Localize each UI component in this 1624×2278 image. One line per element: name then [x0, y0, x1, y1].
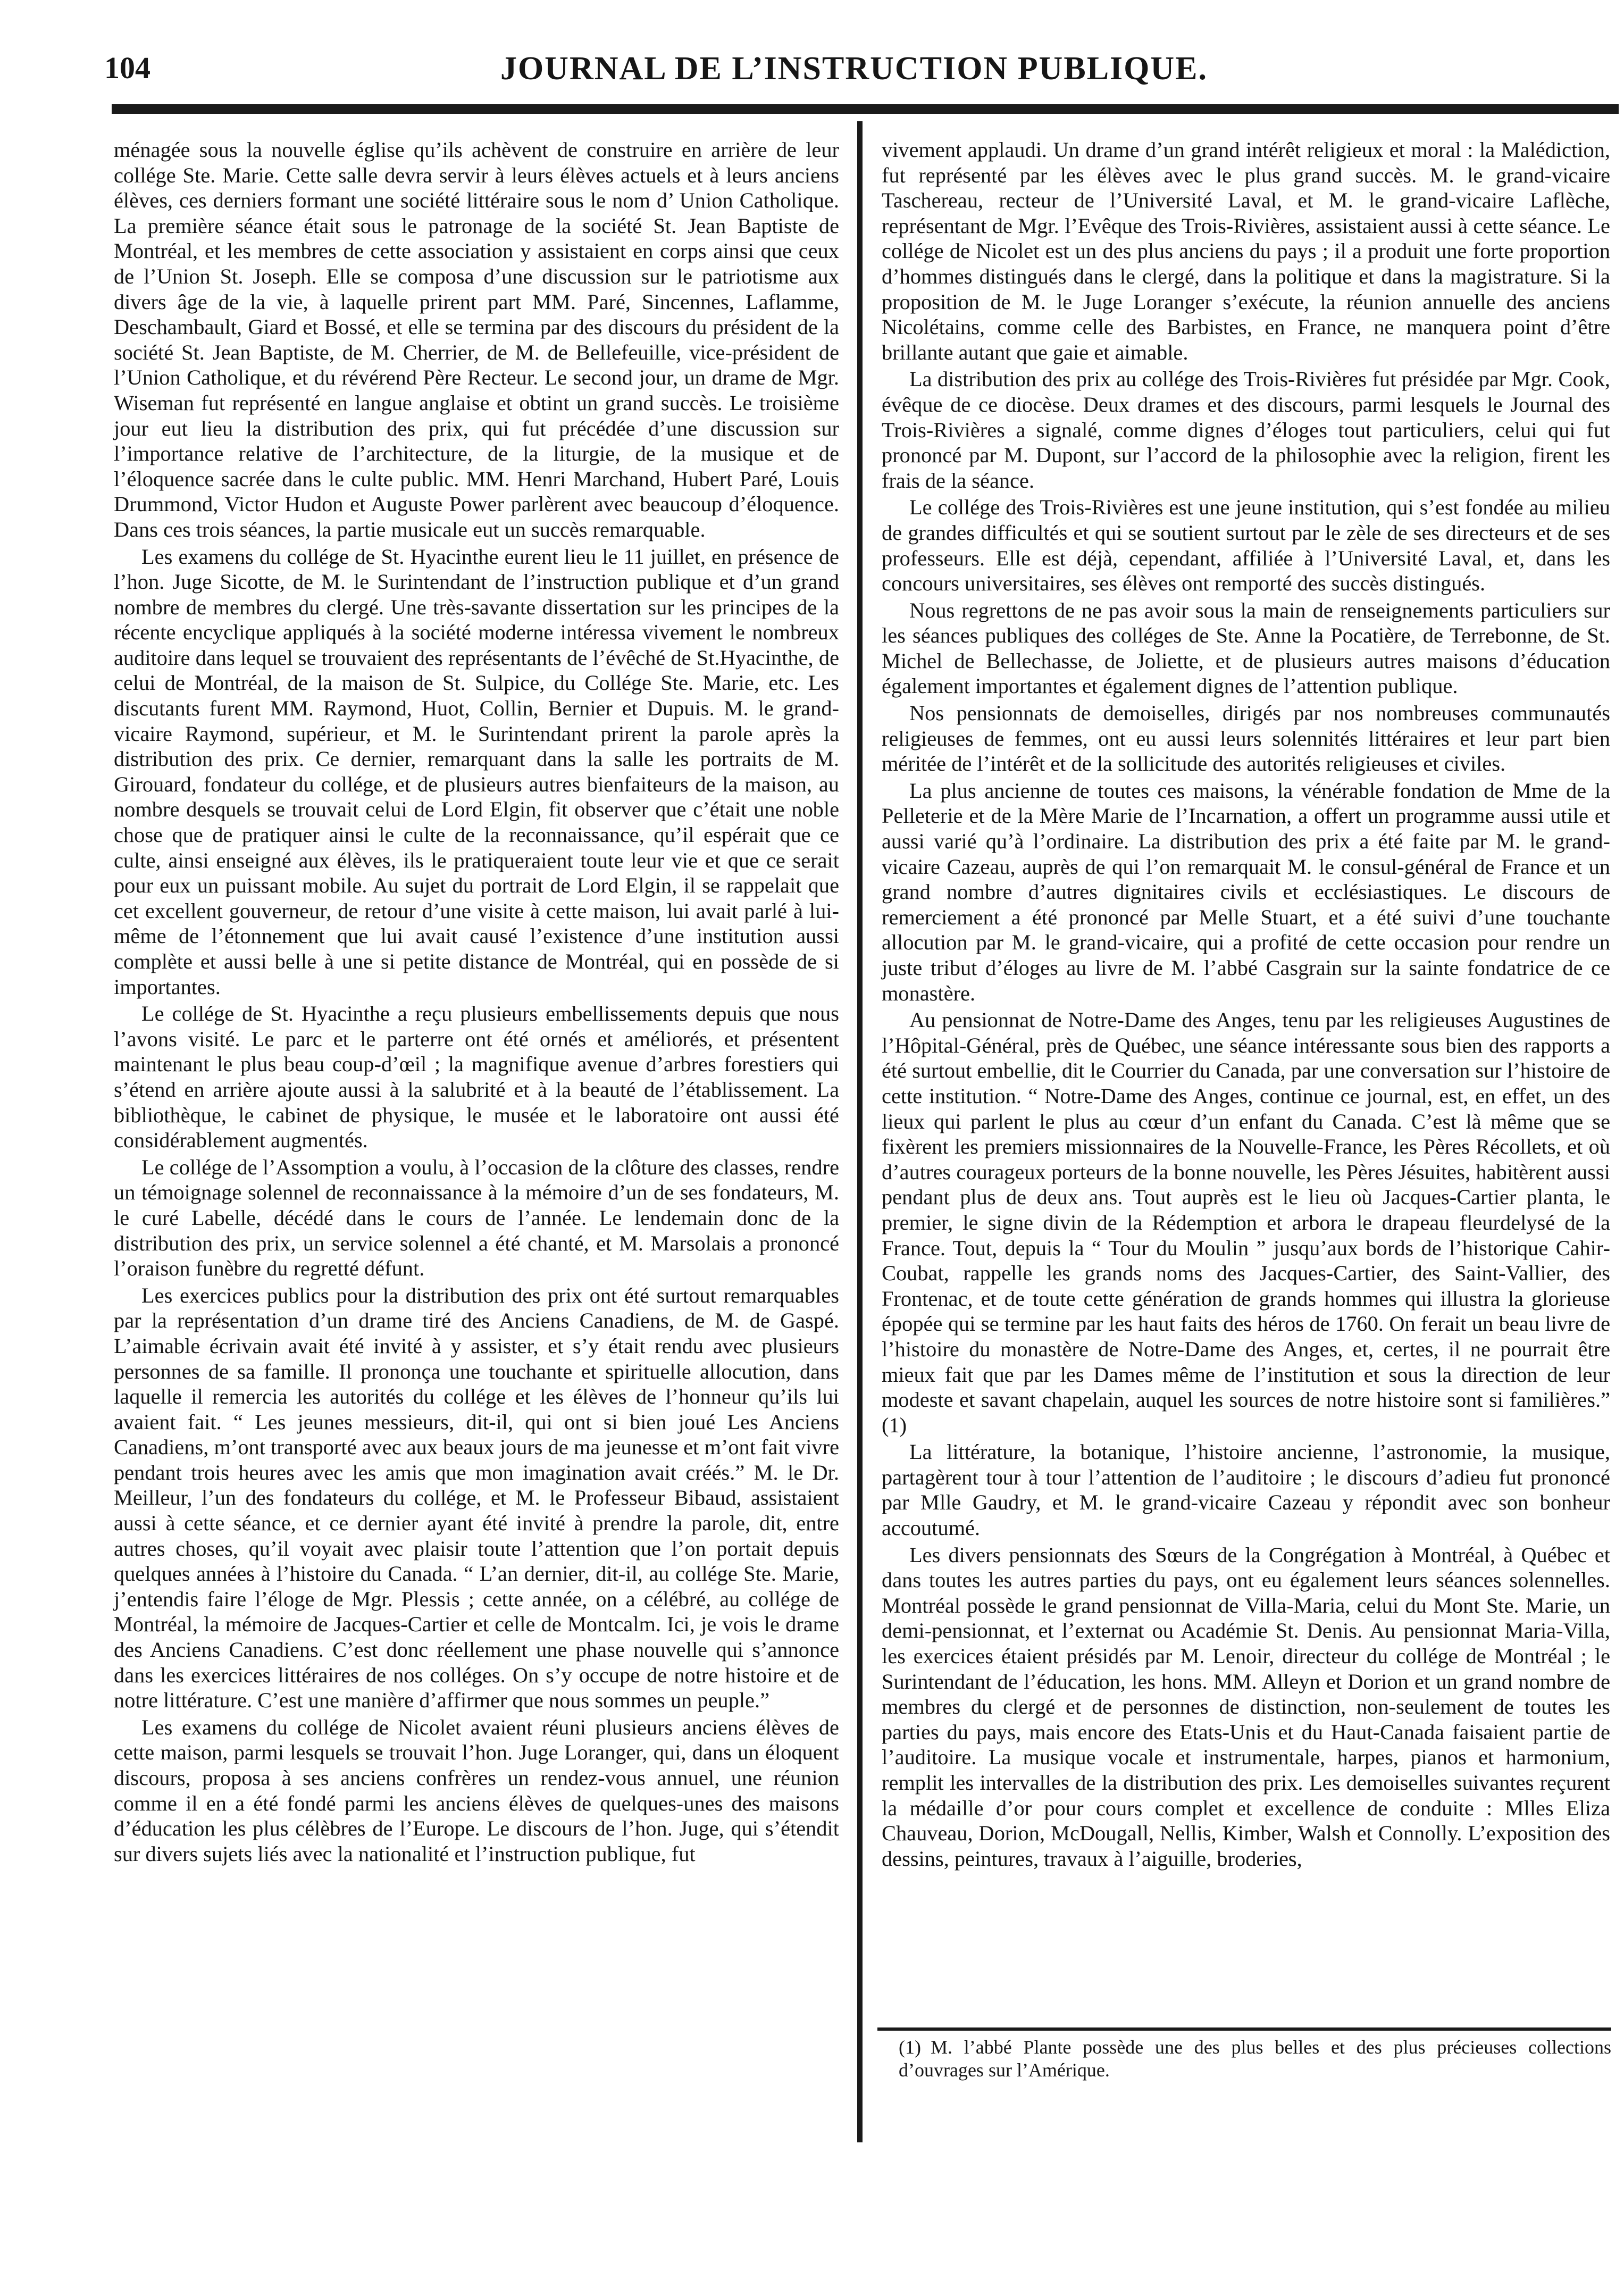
- paragraph: Le collége des Trois-Rivières est une jeune institution, qui s’est fondée au milieu de grandes difficultés et qui se soutient surtout par le zèle de ses directeurs et de ses professeurs. Elle est déjà, cependant, affiliée à l’Université Laval, et, dans les concours universitaires, ses élèves ont remporté des succès distingués.: [882, 495, 1610, 596]
- journal-title: JOURNAL DE L’INSTRUCTION PUBLIQUE.: [500, 51, 1208, 87]
- paragraph: Au pensionnat de Notre-Dame des Anges, tenu par les religieuses Augustines de l’Hôpital-Général, près de Québec, une séance intéressante sous bien des rapports a été surtout embellie, dit le Courrier du Canada, par une conversation sur l’histoire de cette institution. “ Notre-Dame des Anges, continue ce journal, est, en effet, un des lieux qui parlent le plus au cœur d’un enfant du Canada. C’est là même que se fixèrent les premiers missionnaires de la Nouvelle-France, les Pères Récollets, et où d’autres courageux porteurs de la bonne nouvelle, les Pères Jésuites, habitèrent aussi pendant plus de deux ans. Tout auprès est le lieu où Jacques-Cartier planta, le premier, le signe divin de la Rédemption et arbora le drapeau fleurdelysé de la France. Tout, depuis la “ Tour du Moulin ” jusqu’aux bords de l’historique Cahir-Coubat, rappelle les grands noms des Jacques-Cartier, des Saint-Vallier, des Frontenac, et de toute cette génération de grands hommes qui illustra la glorieuse épopée qui se termine par les haut faits des héros de 1760. On ferait un beau livre de l’histoire du monastère de Notre-Dame des Anges, et, certes, il ne pourrait être mieux fait que par les Dames même de l’institution et sous la direction de leur modeste et savant chapelain, auquel les sources de notre histoire sont si familières.” (1): [882, 1008, 1610, 1437]
- paragraph: Le collége de l’Assomption a voulu, à l’occasion de la clôture des classes, rendre un témoignage solennel de reconnaissance à la mémoire d’un de ses fondateurs, M. le curé Labelle, décédé dans le cours de l’année. Le lendemain donc de la distribution des prix, un service solennel a été chanté, et M. Marsolais a prononcé l’oraison funèbre du regretté défunt.: [114, 1155, 839, 1281]
- paragraph: vivement applaudi. Un drame d’un grand intérêt religieux et moral : la Malédiction, fut représenté par les élèves avec le plus grand succès. M. le grand-vicaire Taschereau, recteur de l’Université Laval, et M. le grand-vicaire Laflèche, représentant de Mgr. l’Evêque des Trois-Rivières, assistaient aussi à cette séance. Le collége de Nicolet est un des plus anciens du pays ; il a produit une forte proportion d’hommes distingués dans le clergé, dans la politique et dans la magistrature. Si la proposition de M. le Juge Loranger s’exécute, la réunion annuelle des anciens Nicolétains, comme celle des Barbistes, en France, ne manquera point d’être brillante autant que gaie et aimable.: [882, 138, 1610, 364]
- paragraph: Nos pensionnats de demoiselles, dirigés par nos nombreuses communautés religieuses de femmes, ont eu aussi leurs solennités littéraires et leur part bien méritée de l’intérêt et de la sollicitude des autorités religieuses et civiles.: [882, 701, 1610, 776]
- paragraph: Les divers pensionnats des Sœurs de la Congrégation à Montréal, à Québec et dans toutes les autres parties du pays, ont eu également leurs séances solennelles. Montréal possède le grand pensionnat de Villa-Maria, celui du Mont Ste. Marie, un demi-pensionnat, et l’externat ou Académie St. Denis. Au pensionnat Maria-Villa, les exercices étaient présidés par M. Lenoir, directeur du collége de Montréal ; le Surintendant de l’éducation, les hons. MM. Alleyn et Dorion et un grand nombre de membres du clergé et de personnes de distinction, non-seulement de toutes les parties du pays, mais encore des Etats-Unis et du Haut-Canada faisaient partie de l’auditoire. La musique vocale et instrumentale, harpes, pianos et harmonium, remplit les intervalles de la distribution des prix. Les demoiselles suivantes reçurent la médaille d’or pour cours complet et excellence de conduite : Mlles Eliza Chauveau, Dorion, McDougall, Nellis, Kimber, Walsh et Connolly. L’exposition des dessins, peintures, travaux à l’aiguille, broderies,: [882, 1542, 1610, 1871]
- footnote-rule: [877, 2027, 1611, 2031]
- footnote-marker: (1): [899, 2037, 921, 2058]
- paragraph: Les examens du collége de Nicolet avaient réuni plusieurs anciens élèves de cette maison, parmi lesquels se trouvait l’hon. Juge Loranger, qui, dans un éloquent discours, proposa à ses anciens confrères un rendez-vous annuel, une réunion comme il en a été fondé parmi les anciens élèves de quelques-unes des maisons d’éducation les plus célèbres de l’Europe. Le discours de l’hon. Juge, qui s’étendit sur divers sujets liés avec la nationalité et l’instruction publique, fut: [114, 1715, 839, 1866]
- paragraph: Nous regrettons de ne pas avoir sous la main de renseignements particuliers sur les séances publiques des colléges de Ste. Anne la Pocatière, de Terrebonne, de St. Michel de Bellechasse, de Joliette, et de plusieurs autres maisons d’éducation également importantes et également dignes de l’attention publique.: [882, 598, 1610, 698]
- right-column: [882, 137, 1610, 1873]
- footnote: [899, 2036, 1611, 2082]
- paragraph: La plus ancienne de toutes ces maisons, la vénérable fondation de Mme de la Pelleterie et de la Mère Marie de l’Incarnation, a offert un programme aussi utile et aussi varié qu’à l’ordinaire. La distribution des prix a été faite par M. le grand-vicaire Cazeau, auprès de qui l’on remarquait M. le consul-général de France et un grand nombre d’autres dignitaires civils et ecclésiastiques. Le discours de remerciement a été prononcé par Melle Stuart, et a été suivi d’une touchante allocution par M. le grand-vicaire, qui a profité de cette occasion pour rendre un juste tribut d’éloges au livre de M. l’abbé Casgrain sur la sainte fondatrice de ce monastère.: [882, 778, 1610, 1005]
- footnote-text: M. l’abbé Plante possède une des plus belles et des plus précieuses collections d’ouvrages sur l’Amérique.: [899, 2037, 1611, 2081]
- page-header: [104, 45, 1604, 87]
- column-divider: [857, 121, 863, 2142]
- paragraph: ménagée sous la nouvelle église qu’ils achèvent de construire en arrière de leur collége Ste. Marie. Cette salle devra servir à leurs élèves actuels et à leurs anciens élèves, ces derniers formant une société littéraire sous le nom d’ Union Catholique. La première séance était sous le patronage de la société St. Jean Baptiste de Montréal, et les membres de cette association y assistaient en corps ainsi que ceux de l’Union St. Joseph. Elle se composa d’une discussion sur le patriotisme aux divers âge de la vie, à laquelle prirent part MM. Paré, Sincennes, Laflamme, Deschambault, Giard et Bossé, et elle se termina par des discours du président de la société St. Jean Baptiste, de M. Cherrier, de M. de Bellefeuille, vice-président de l’Union Catholique, et du révérend Père Recteur. Le second jour, un drame de Mgr. Wiseman fut représenté en langue anglaise et obtint un grand succès. Le troisième jour eut lieu la distribution des prix, qui fut précédée d’une discussion sur l’importance relative de l’architecture, de la liturgie, de la musique et de l’éloquence sacrée dans le culte public. MM. Henri Marchand, Hubert Paré, Louis Drummond, Victor Hudon et Auguste Power parlèrent avec beaucoup d’éloquence. Dans ces trois séances, la partie musicale eut un succès remarquable.: [114, 138, 839, 541]
- paragraph: La littérature, la botanique, l’histoire ancienne, l’astronomie, la musique, partagèrent tour à tour l’attention de l’auditoire ; le discours d’adieu fut prononcé par Mlle Gaudry, et M. le grand-vicaire Cazeau y répondit avec son bonheur accoutumé.: [882, 1440, 1610, 1540]
- paragraph: Le collége de St. Hyacinthe a reçu plusieurs embellissements depuis que nous l’avons visité. Le parc et le parterre ont été ornés et améliorés, et présentent maintenant le plus beau coup-d’œil ; la magnifique avenue d’arbres forestiers qui s’étend en arrière ajoute aussi à la salubrité et à la beauté de l’établissement. La bibliothèque, le cabinet de physique, le musée et le laboratoire ont aussi été considérablement augmentés.: [114, 1002, 839, 1153]
- paragraph: Les examens du collége de St. Hyacinthe eurent lieu le 11 juillet, en présence de l’hon. Juge Sicotte, de M. le Surintendant de l’instruction publique et d’un grand nombre de membres du clergé. Une très-savante dissertation sur les principes de la récente encyclique appliqués à la société moderne intéressa vivement le nombreux auditoire dans lequel se trouvaient des représentants de l’évêché de St.Hyacinthe, de celui de Montréal, de la maison de St. Sulpice, du Collége Ste. Marie, etc. Les discutants furent MM. Raymond, Huot, Collin, Bernier et Dupuis. M. le grand-vicaire Raymond, supérieur, et M. le Surintendant prirent la parole après la distribution des prix. Ce dernier, remarquant dans la salle les portraits de M. Girouard, fondateur du collége, et de plusieurs autres bienfaiteurs de la maison, au nombre desquels se trouvait celui de Lord Elgin, fit observer que c’était une noble chose que de pratiquer ainsi le culte de la reconnaissance, qu’il espérait que ce culte, ainsi enseigné aux élèves, ils le pratiqueraient toute leur vie et que ce serait pour eux un puissant mobile. Au sujet du portrait de Lord Elgin, il se rappelait que cet excellent gouverneur, de retour d’une visite à cette maison, lui avait parlé à lui-même de l’étonnement que lui avait causé l’existence d’une institution aussi complète et aussi belle à une si petite distance de Montréal, qui en possède de si importantes.: [114, 544, 839, 999]
- page-number: 104: [104, 51, 150, 85]
- paragraph: Les exercices publics pour la distribution des prix ont été surtout remarquables par la représentation d’un drame tiré des Anciens Canadiens, de M. de Gaspé. L’aimable écrivain avait été invité à y assister, et s’y était rendu avec plusieurs personnes de sa famille. Il prononça une touchante et spirituelle allocution, dans laquelle il remercia les autorités du collége et les élèves de l’honneur qu’ils lui avaient fait. “ Les jeunes messieurs, dit-il, qui ont si bien joué Les Anciens Canadiens, m’ont transporté avec aux beaux jours de ma jeunesse et m’ont fait vivre pendant trois heures avec les amis que mon imagination avait créés.” M. le Dr. Meilleur, l’un des fondateurs du collége, et M. le Professeur Bibaud, assistaient aussi à cette séance, et ce dernier ayant été invité à prendre la parole, dit, entre autres choses, qu’il voyait avec plaisir toute l’attention que l’on portait depuis quelques années à l’histoire du Canada. “ L’an dernier, dit-il, au collége Ste. Marie, j’entendis faire l’éloge de Mgr. Plessis ; cette année, on a célébré, au collége de Montréal, la mémoire de Jacques-Cartier et celle de Montcalm. Ici, je vois le drame des Anciens Canadiens. C’est donc réellement une phase nouvelle qui s’annonce dans les exercices littéraires de nos colléges. On s’y occupe de notre histoire et de notre littérature. C’est une manière d’affirmer que nous sommes un peuple.”: [114, 1283, 839, 1713]
- left-column: [114, 137, 839, 1868]
- paragraph: La distribution des prix au collége des Trois-Rivières fut présidée par Mgr. Cook, évêque de ce diocèse. Deux drames et des discours, parmi lesquels le Journal des Trois-Rivières a signalé, comme dignes d’éloges tout particuliers, celui qui fut prononcé par M. Dupont, sur l’accord de la philosophie avec la religion, firent les frais de la séance.: [882, 367, 1610, 493]
- header-rule: [112, 104, 1619, 114]
